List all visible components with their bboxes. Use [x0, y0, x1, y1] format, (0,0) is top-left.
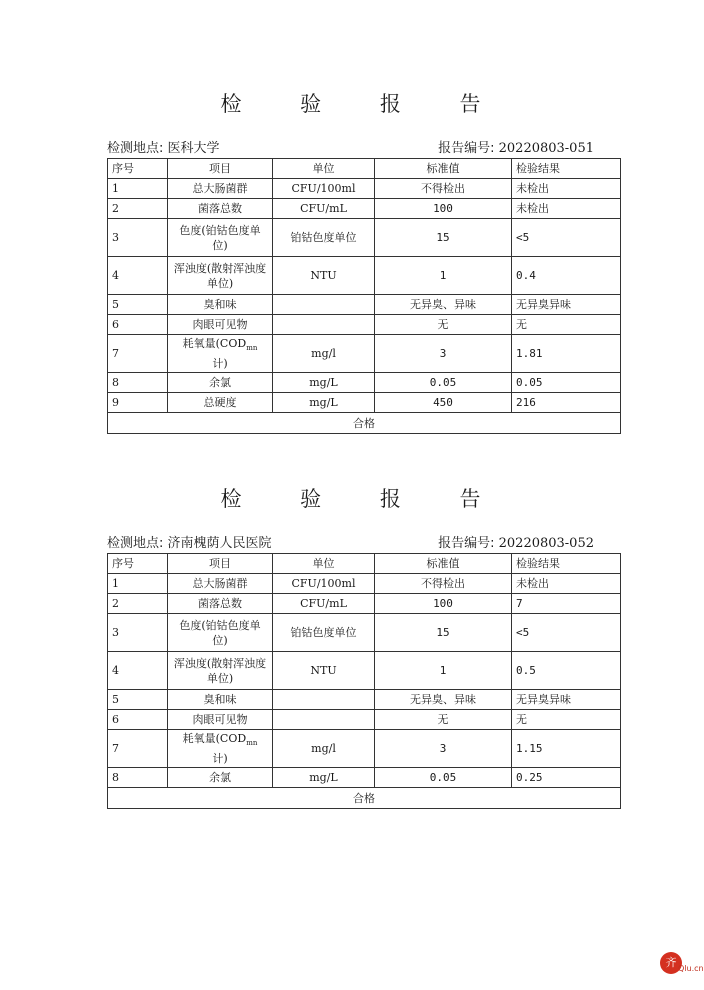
report-number — [438, 140, 594, 158]
cell-std: 无 — [375, 710, 512, 730]
column-header: 项目 — [168, 554, 273, 574]
cell-item — [168, 730, 273, 768]
cell-no: 7 — [108, 335, 168, 373]
table-row — [108, 335, 621, 373]
cell-std: 无 — [375, 315, 512, 335]
column-header: 检验结果 — [512, 159, 621, 179]
cell-result: 无 — [512, 315, 621, 335]
cell-no: 3 — [108, 219, 168, 257]
cell-item-subscript: mn — [246, 739, 258, 748]
cell-std: 0.05 — [375, 373, 512, 393]
cell-result: 216 — [512, 393, 621, 413]
cell-result: <5 — [512, 614, 621, 652]
table-row — [108, 730, 621, 768]
watermark-text: Qlu.cn — [678, 964, 704, 973]
cell-no: 8 — [108, 373, 168, 393]
cell-std: 15 — [375, 219, 512, 257]
cell-unit: CFU/mL — [273, 594, 375, 614]
report-title: 检 验 报 告 — [220, 92, 507, 116]
cell-std: 不得检出 — [375, 574, 512, 594]
cell-unit — [273, 295, 375, 315]
column-header: 项目 — [168, 159, 273, 179]
cell-result: 7 — [512, 594, 621, 614]
table-row — [108, 652, 621, 690]
cell-no: 3 — [108, 614, 168, 652]
location-value: 济南槐荫人民医院 — [167, 536, 272, 551]
cell-no: 4 — [108, 652, 168, 690]
cell-unit: 铂钴色度单位 — [273, 614, 375, 652]
table-header-row — [108, 554, 621, 574]
conclusion: 合格 — [108, 413, 621, 434]
cell-result: 无异臭异味 — [512, 690, 621, 710]
cell-item — [168, 335, 273, 373]
cell-item: 浑浊度(散射浑浊度单位) — [168, 652, 273, 690]
table-header-row — [108, 159, 621, 179]
table-row — [108, 768, 621, 788]
cell-std: 3 — [375, 730, 512, 768]
cell-unit: CFU/100ml — [273, 574, 375, 594]
cell-std: 0.05 — [375, 768, 512, 788]
column-header: 序号 — [108, 554, 168, 574]
cell-std: 无异臭、异味 — [375, 690, 512, 710]
cell-unit — [273, 710, 375, 730]
cell-result: 0.05 — [512, 373, 621, 393]
cell-item-tail: 计) — [212, 357, 228, 371]
column-header: 检验结果 — [512, 554, 621, 574]
cell-std: 不得检出 — [375, 179, 512, 199]
column-header: 标准值 — [375, 554, 512, 574]
location-value: 医科大学 — [167, 141, 220, 156]
cell-item-subscript: mn — [246, 344, 258, 353]
cell-result: 0.25 — [512, 768, 621, 788]
cell-result: 未检出 — [512, 199, 621, 219]
cell-std: 1 — [375, 652, 512, 690]
cell-no: 8 — [108, 768, 168, 788]
cell-item: 色度(铂钴色度单位) — [168, 614, 273, 652]
column-header: 标准值 — [375, 159, 512, 179]
cell-no: 6 — [108, 710, 168, 730]
cell-std: 1 — [375, 257, 512, 295]
cell-result: 未检出 — [512, 574, 621, 594]
cell-result: <5 — [512, 219, 621, 257]
location-label: 检测地点: — [107, 141, 164, 156]
conclusion-row — [108, 788, 621, 809]
results-table — [107, 158, 621, 434]
cell-no: 1 — [108, 179, 168, 199]
cell-item: 臭和味 — [168, 690, 273, 710]
cell-no: 2 — [108, 199, 168, 219]
cell-no: 2 — [108, 594, 168, 614]
cell-std: 100 — [375, 594, 512, 614]
table-row — [108, 179, 621, 199]
report-meta — [107, 535, 594, 553]
cell-unit — [273, 315, 375, 335]
report-number-label: 报告编号: — [438, 536, 495, 551]
cell-item: 肉眼可见物 — [168, 315, 273, 335]
table-row — [108, 574, 621, 594]
results-table — [107, 553, 621, 809]
cell-no: 5 — [108, 690, 168, 710]
cell-result: 1.15 — [512, 730, 621, 768]
cell-std: 3 — [375, 335, 512, 373]
cell-item: 总大肠菌群 — [168, 179, 273, 199]
cell-unit: NTU — [273, 652, 375, 690]
table-row — [108, 199, 621, 219]
table-row — [108, 315, 621, 335]
report-number-label: 报告编号: — [438, 141, 495, 156]
cell-unit: mg/l — [273, 335, 375, 373]
location — [107, 535, 272, 553]
cell-no: 5 — [108, 295, 168, 315]
cell-no: 7 — [108, 730, 168, 768]
conclusion-row — [108, 413, 621, 434]
conclusion: 合格 — [108, 788, 621, 809]
cell-result: 未检出 — [512, 179, 621, 199]
cell-item: 余氯 — [168, 768, 273, 788]
cell-item: 浑浊度(散射浑浊度单位) — [168, 257, 273, 295]
cell-std: 450 — [375, 393, 512, 413]
table-row — [108, 295, 621, 315]
table-row — [108, 219, 621, 257]
cell-item: 臭和味 — [168, 295, 273, 315]
report-meta — [107, 140, 594, 158]
report-number — [438, 535, 594, 553]
cell-no: 4 — [108, 257, 168, 295]
cell-std: 15 — [375, 614, 512, 652]
report-1 — [107, 88, 594, 434]
cell-result: 无异臭异味 — [512, 295, 621, 315]
location — [107, 140, 220, 158]
cell-item: 余氯 — [168, 373, 273, 393]
cell-std: 100 — [375, 199, 512, 219]
cell-item: 总大肠菌群 — [168, 574, 273, 594]
cell-unit: mg/l — [273, 730, 375, 768]
cell-unit: CFU/mL — [273, 199, 375, 219]
cell-result: 1.81 — [512, 335, 621, 373]
cell-result: 无 — [512, 710, 621, 730]
cell-no: 1 — [108, 574, 168, 594]
cell-item: 肉眼可见物 — [168, 710, 273, 730]
watermark-logo — [660, 952, 704, 986]
report-number-value: 20220803-051 — [498, 141, 594, 156]
column-header: 序号 — [108, 159, 168, 179]
table-row — [108, 690, 621, 710]
table-row — [108, 594, 621, 614]
report-2 — [107, 483, 594, 809]
report-title: 检 验 报 告 — [220, 487, 507, 511]
cell-unit: 铂钴色度单位 — [273, 219, 375, 257]
cell-item: 总硬度 — [168, 393, 273, 413]
report-number-value: 20220803-052 — [498, 536, 594, 551]
cell-item: 菌落总数 — [168, 199, 273, 219]
table-row — [108, 373, 621, 393]
table-row — [108, 710, 621, 730]
table-row — [108, 257, 621, 295]
table-row — [108, 614, 621, 652]
watermark-glyph: 齐 — [660, 952, 682, 974]
cell-item: 色度(铂钴色度单位) — [168, 219, 273, 257]
cell-unit — [273, 690, 375, 710]
cell-item-tail: 计) — [212, 752, 228, 766]
cell-unit: mg/L — [273, 373, 375, 393]
location-label: 检测地点: — [107, 536, 164, 551]
column-header: 单位 — [273, 159, 375, 179]
cell-unit: mg/L — [273, 768, 375, 788]
cell-result: 0.5 — [512, 652, 621, 690]
column-header: 单位 — [273, 554, 375, 574]
cell-item-text: 耗氧量(COD — [182, 336, 247, 350]
cell-no: 9 — [108, 393, 168, 413]
cell-no: 6 — [108, 315, 168, 335]
cell-unit: mg/L — [273, 393, 375, 413]
cell-unit: CFU/100ml — [273, 179, 375, 199]
cell-unit: NTU — [273, 257, 375, 295]
cell-item-text: 耗氧量(COD — [182, 731, 247, 745]
cell-result: 0.4 — [512, 257, 621, 295]
cell-std: 无异臭、异味 — [375, 295, 512, 315]
cell-item: 菌落总数 — [168, 594, 273, 614]
table-row — [108, 393, 621, 413]
